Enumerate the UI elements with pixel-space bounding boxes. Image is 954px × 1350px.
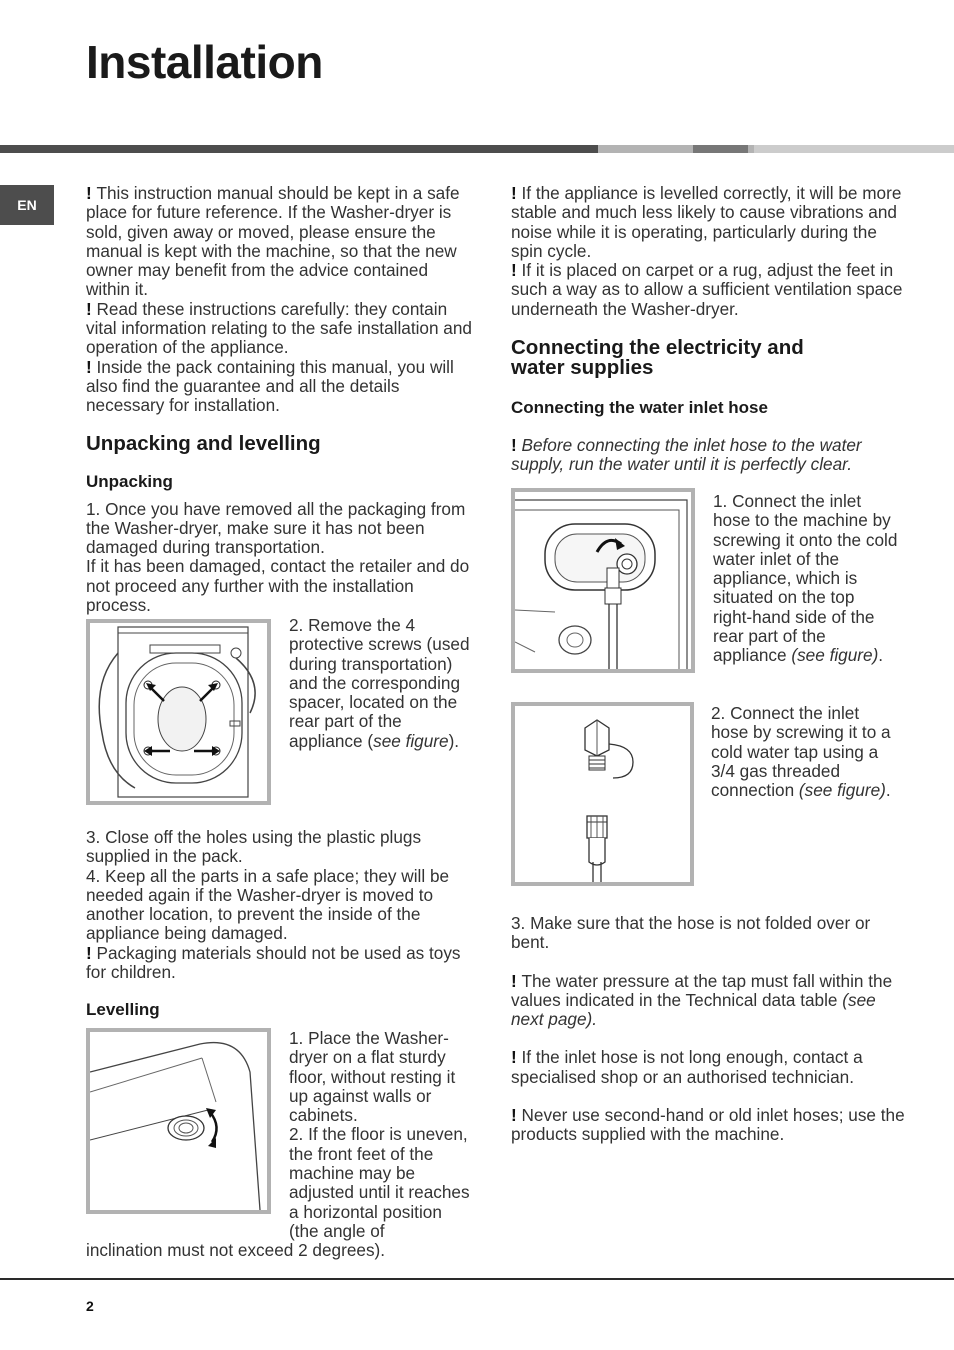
old-hose-warning: ! Never use second-hand or old inlet hoses; use the products supplied with the machine. (511, 1105, 905, 1145)
intro-note: ! Inside the pack containing this manual, you will also find the guarantee and all the details necessary for installation. (86, 356, 454, 416)
unpacking-step-1: 1. Once you have removed all the packaging from the Washer-dryer, make sure it has not been damaged during transportation. (86, 498, 466, 558)
levelling-steps: 1. Place the Washer-dryer on a flat sturdy floor, without resting it up against walls or cabinets. 2. If the floor is uneven, the front feet of the machine may be adjusted until it reaches a horizontal position (the angle of (289, 1028, 470, 1241)
intro-note: ! This instruction manual should be kept in a safe place for future reference. If the Washer-dryer is sold, given away or moved, please ensure the manual is kept with the machine, so that the new owner may benefit from the advice contained within it. (86, 183, 460, 300)
right-column (511, 184, 911, 475)
unpacking-step-3: 3. Close off the holes using the plastic plugs supplied in the pack. (86, 827, 422, 867)
unpacking-step-1b: If it has been damaged, contact the retailer and do not proceed any further with the installation process. (86, 556, 470, 616)
subheading-levelling: Levelling (86, 1000, 160, 1020)
inlet-step-1: 1. Connect the inlet hose to the machine by screwing it onto the cold water inlet of the appliance, which is situated on the top right-hand side of the rear part of the appliance (see figure). (713, 491, 898, 666)
carpet-note: ! If it is placed on carpet or a rug, adjust the feet in such a way as to allow a sufficient ventilation space underneath the Washer-dryer. (511, 260, 903, 319)
section-heading-unpacking-levelling: Unpacking and levelling (86, 431, 321, 455)
page-title: Installation (86, 36, 323, 88)
inlet-step-2: 2. Connect the inlet hose by screwing it to a cold water tap using a 3/4 gas threaded connection (see figure). (711, 703, 891, 801)
intro-note: ! Read these instructions carefully: they contain vital information relating to the safe installation and operation of the appliance. (86, 298, 472, 358)
packaging-warning: ! Packaging materials should not be used as toys for children. (86, 942, 461, 983)
unpacking-step-2: 2. Remove the 4 protective screws (used during transportation) and the corresponding spacer, located on the rear part of the appliance (see figure). (289, 615, 470, 751)
right-column-lower (511, 914, 911, 1145)
hose-length-warning: ! If the inlet hose is not long enough, contact a specialised shop or an authorised technician. (511, 1047, 863, 1087)
figure-water-tap (511, 702, 694, 886)
left-column-lower (86, 828, 478, 1020)
left-column (86, 184, 476, 615)
subheading-unpacking: Unpacking (86, 471, 173, 491)
inlet-step-3: 3. Make sure that the hose is not folded over or bent. (511, 913, 871, 953)
levelling-step-2-end: inclination must not exceed 2 degrees). (86, 1240, 386, 1260)
figure-levelling-foot (86, 1028, 271, 1214)
page-number: 2 (86, 1298, 94, 1314)
section-heading-connecting: Connecting the electricity and water supplies (511, 336, 804, 380)
figure-inlet-machine (511, 488, 695, 673)
footer-rule (0, 1278, 954, 1280)
language-badge: EN (0, 185, 54, 225)
level-note: ! If the appliance is levelled correctly, it will be more stable and much less likely to cause vibrations and noise while it is operating, particularly during the spin cycle. (511, 183, 902, 261)
pressure-warning: ! The water pressure at the tap must fall within the values indicated in the Technical data table (see next page). (511, 970, 893, 1030)
unpacking-step-4: 4. Keep all the parts in a safe place; they will be needed again if the Washer-dryer is moved to another location, to prevent the inside of the appliance being damaged. (86, 865, 450, 944)
figure-rear-screws (86, 619, 271, 805)
subheading-water-inlet-hose: Connecting the water inlet hose (511, 398, 768, 418)
inlet-warning: ! Before connecting the inlet hose to the water supply, run the water until it is perfectly clear. (511, 435, 862, 475)
